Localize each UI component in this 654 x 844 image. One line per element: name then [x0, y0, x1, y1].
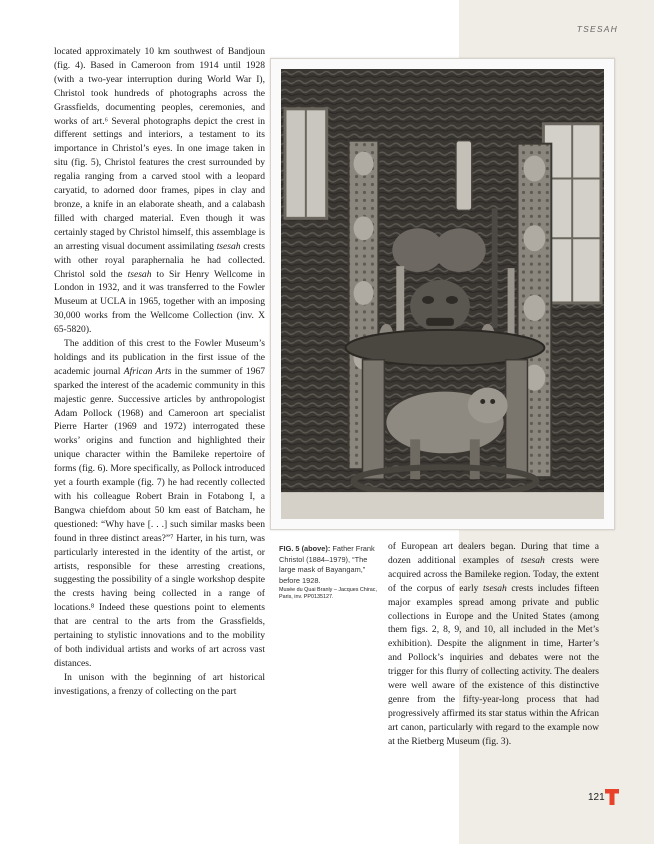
- caption-label: FIG. 5 (above):: [279, 544, 331, 553]
- caption-credit: Musée du Quai Branly – Jacques Chirac, Paris, inv. PP0135127.: [279, 587, 377, 600]
- paragraph: The addition of this crest to the Fowler Museum’s holdings and its publication in the first issue of the academic journal African Arts in the summer of 1967 sparked the interest of the academic community in this majestic genre. Successive articles by anthropologist Adam Pollock (1968) and Cameroon art specialist Pierre Harter (1969 and 1972) interrogated these works’ origins and function and highlighted their unique character within the Bamileke repertoire of forms (fig. 6). More specifically, as Pollock introduced yet a fourth example (fig. 7) he had recently collected with his colleague Robert Brain in Fotabong I, a Bangwa chiefdom about 50 km east of Batcham, he questioned: “Why have [. . .] such similar masks been found in three distinct areas?”⁷ Harter, in his turn, was particularly interested in the identity of the artist, or artists, responsible for these arresting creations, suggesting the possibility of a single workshop despite the crests having being collected in a range of locations.⁸ Indeed these questions point to elements that are central to the arts from the Grassfields, pertaining to stylistic innovations and to the mobility of both individual artists and works of art across vast distances.: [54, 338, 266, 669]
- archival-photo: [281, 69, 604, 519]
- left-text-column: [54, 45, 265, 699]
- caption-text: Father Frank Christol (1884–1979), “The large mask of Bayangam,” before 1928.: [279, 544, 375, 585]
- right-text-column: [388, 540, 599, 749]
- paragraph: located approximately 10 km southwest of Bandjoun (fig. 4). Based in Cameroon from 1914 until 1928 (with a two-year interruption during World War I), Christol took hundreds of photographs across the Grassfields, documenting peoples, ceremonies, and works of art.⁶ Several photographs depict the crest in different settings and interiors, a testament to its importance in Christol’s eyes. In one image taken in situ (fig. 5), Christol features the crest surrounded by regalia ranging from a carved stool with a leopard caryatid, to adorned door frames, pipes in clay and bronze, a knife in an elaborate sheath, and a calabash filled with charged material. Even though it was certainly staged by Christol himself, this assemblage is an arresting visual document assimilating tsesah crests with other royal paraphernalia he had collected. Christol sold the tsesah to Sir Henry Wellcome in London in 1932, and it was transferred to the Fowler Museum at UCLA in 1965, together with an imposing 30,000 works from the Wellcome Collection (inv. X 65-5820).: [54, 46, 265, 336]
- paragraph: In unison with the beginning of art historical investigations, a frenzy of collecting on the part: [54, 671, 265, 697]
- page-number: 121: [588, 792, 605, 803]
- figure-caption: [279, 544, 379, 601]
- paragraph: of European art dealers began. During that time a dozen additional examples of tsesah crests were acquired across the Bamileke region. Today, the extent of the corpus of early tsesah crests includes fifteen major examples spread among private and public collections in Europe and the United States (among them figs. 2, 8, 9, and 10, all included in the Met’s exhibition). Despite the alignment in time, Harter’s and Pollock’s inquiries and debates were not the trigger for this flurry of collecting activity. The dealers were well aware of the existence of this distinctive genre from the fifty-year-long process that had progressively affirmed its star status within the African art canon, particularly with regard to the example now at the Rietberg Museum (fig. 3).: [388, 541, 600, 747]
- running-head: TSESAH: [576, 24, 618, 34]
- figure-5-photograph: [270, 58, 615, 530]
- tribal-t-logo-icon: [605, 789, 619, 805]
